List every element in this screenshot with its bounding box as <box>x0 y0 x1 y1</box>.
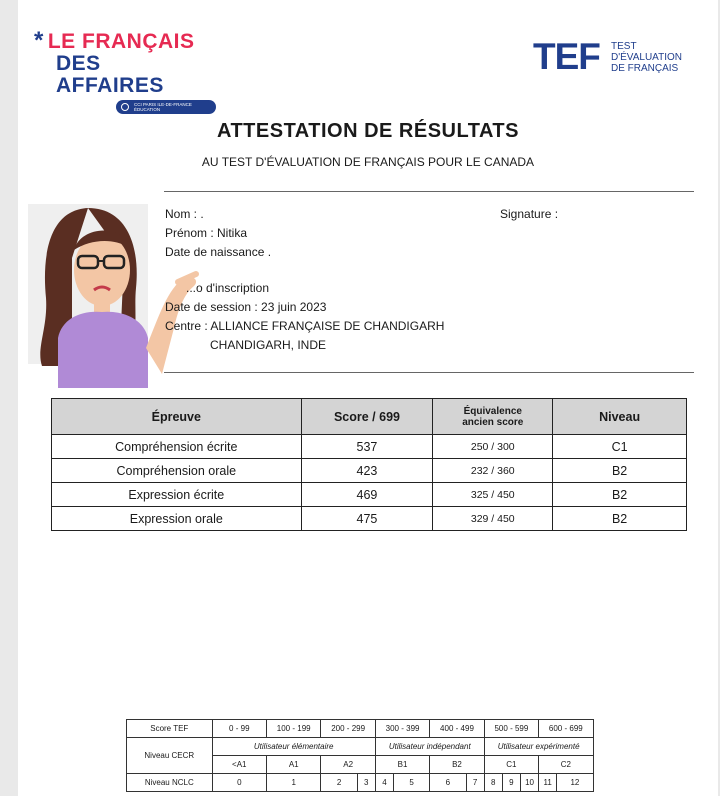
scale-score-row <box>127 720 612 738</box>
nclc-level: 4 <box>375 774 393 792</box>
tef-logo-sub: TEST D'ÉVALUATION DE FRANÇAIS <box>611 41 682 74</box>
centre-field: Centre : ALLIANCE FRANÇAISE DE CHANDIGARH <box>165 319 445 333</box>
cci-icon <box>121 103 129 111</box>
scale-users-row <box>127 738 612 756</box>
ville-field: CHANDIGARH, INDE <box>210 338 327 352</box>
cecr-level: <A1 <box>212 756 266 774</box>
nclc-level: 1 <box>267 774 321 792</box>
attestation-page <box>18 0 718 796</box>
score-range: 400 - 499 <box>430 720 484 738</box>
prenom-field: Prénom : Nitika <box>165 226 248 240</box>
nclc-level: 3 <box>357 774 375 792</box>
niveau-cell: C1 <box>553 435 687 459</box>
tef-logo-main: TEF <box>533 36 600 77</box>
header-epreuve: Épreuve <box>52 399 302 435</box>
signature-field: Signature : <box>500 207 559 221</box>
nclc-level: 12 <box>557 774 593 792</box>
header-score: Score / 699 <box>301 399 433 435</box>
nclc-level: 8 <box>484 774 502 792</box>
nclc-level: 0 <box>212 774 266 792</box>
score-cell: 537 <box>301 435 433 459</box>
level-scale-table <box>126 719 612 792</box>
nclc-level: 11 <box>539 774 557 792</box>
logo-line-1: LE FRANÇAIS <box>47 30 195 53</box>
date-naissance-field: Date de naissance . <box>165 245 272 259</box>
niveau-nclc-label: Niveau NCLC <box>127 774 213 792</box>
nclc-level: 7 <box>466 774 484 792</box>
epreuve-cell: Compréhension écrite <box>52 435 302 459</box>
results-header-row <box>52 399 687 435</box>
niveau-cell: B2 <box>553 459 687 483</box>
epreuve-cell: Compréhension orale <box>52 459 302 483</box>
nclc-level: 5 <box>393 774 429 792</box>
table-row <box>52 459 687 483</box>
nclc-level: 10 <box>520 774 538 792</box>
cecr-level: B2 <box>430 756 484 774</box>
user-category: Utilisateur expérimenté <box>484 738 593 756</box>
score-range: 300 - 399 <box>375 720 429 738</box>
table-row <box>52 507 687 531</box>
score-cell: 475 <box>301 507 433 531</box>
table-row <box>52 435 687 459</box>
niveau-cell: B2 <box>553 483 687 507</box>
score-tef-label: Score TEF <box>127 720 213 738</box>
score-range: 500 - 599 <box>484 720 538 738</box>
equivalence-cell: 329 / 450 <box>433 507 553 531</box>
table-row <box>52 483 687 507</box>
nclc-level: 6 <box>430 774 466 792</box>
score-cell: 469 <box>301 483 433 507</box>
equivalence-cell: 250 / 300 <box>433 435 553 459</box>
numero-inscription-field: ...o d'inscription <box>186 281 269 295</box>
divider-top <box>164 191 694 192</box>
score-range: 200 - 299 <box>321 720 375 738</box>
equivalence-cell: 232 / 360 <box>433 459 553 483</box>
asterisk-icon: * <box>34 27 44 54</box>
cecr-level: A2 <box>321 756 375 774</box>
user-category: Utilisateur élémentaire <box>212 738 375 756</box>
divider-bottom <box>164 372 694 373</box>
nclc-level: 9 <box>502 774 520 792</box>
equivalence-cell: 325 / 450 <box>433 483 553 507</box>
scale-nclc-row <box>127 774 612 792</box>
nclc-level: 2 <box>321 774 357 792</box>
date-session-field: Date de session : 23 juin 2023 <box>165 300 327 314</box>
cecr-level: B1 <box>375 756 429 774</box>
nom-field: Nom : . <box>165 207 204 221</box>
header-niveau: Niveau <box>553 399 687 435</box>
cecr-level: A1 <box>267 756 321 774</box>
logo-line-2: DES AFFAIRES <box>56 52 164 97</box>
epreuve-cell: Expression orale <box>52 507 302 531</box>
score-cell: 423 <box>301 459 433 483</box>
document-title: ATTESTATION DE RÉSULTATS <box>217 120 519 142</box>
user-category: Utilisateur indépendant <box>375 738 484 756</box>
niveau-cell: B2 <box>553 507 687 531</box>
epreuve-cell: Expression écrite <box>52 483 302 507</box>
cecr-level: C2 <box>539 756 593 774</box>
results-table <box>51 398 687 531</box>
header-equivalence: Équivalence ancien score <box>433 399 553 435</box>
score-range: 100 - 199 <box>267 720 321 738</box>
cecr-level: C1 <box>484 756 538 774</box>
document-subtitle: AU TEST D'ÉVALUATION DE FRANÇAIS POUR LE CANADA <box>201 155 535 169</box>
le-francais-des-affaires-logo <box>34 27 214 114</box>
score-range: 600 - 699 <box>539 720 593 738</box>
niveau-cecr-label: Niveau CECR <box>127 738 213 774</box>
score-range: 0 - 99 <box>212 720 266 738</box>
tef-logo <box>533 36 703 77</box>
cci-badge: CCI PARIS ILE-DE-FRANCE ÉDUCATION <box>116 100 216 114</box>
